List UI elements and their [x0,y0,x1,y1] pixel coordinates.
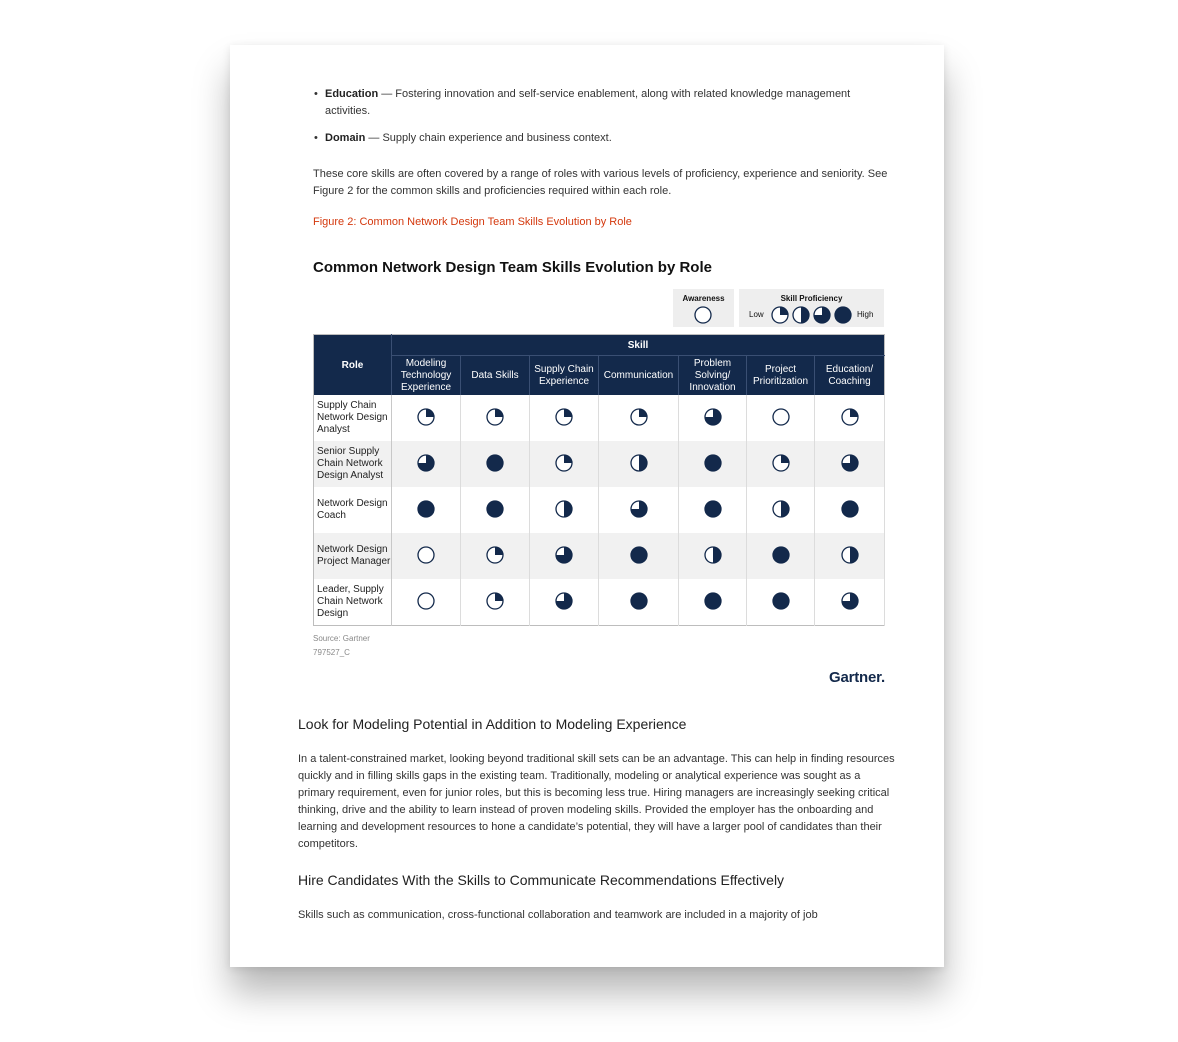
role-name: Supply Chain Network Design Analyst [314,395,392,441]
proficiency-cell [392,487,461,533]
proficiency-full-icon [772,592,790,610]
proficiency-three-quarter-icon [813,306,831,324]
skill-column-header: Communication [599,356,679,396]
proficiency-half-icon [792,306,810,324]
proficiency-cell [679,579,747,626]
proficiency-quarter-icon [772,454,790,472]
source-label: Source: Gartner [313,634,370,643]
proficiency-quarter-icon [486,408,504,426]
proficiency-cell [599,533,679,579]
proficiency-cell [461,395,530,441]
skill-column-header: Data Skills [461,356,530,396]
figure-caption: Figure 2: Common Network Design Team Skills Evolution by Role [313,216,632,228]
proficiency-cell [392,579,461,626]
skill-column-header: Project Prioritization [747,356,815,396]
proficiency-full-icon [704,454,722,472]
proficiency-cell [679,487,747,533]
proficiency-quarter-icon [555,408,573,426]
proficiency-cell [530,395,599,441]
table-row [314,395,885,441]
proficiency-cell [461,441,530,487]
intro-paragraph: These core skills are often covered by a range of roles with various levels of proficiency, experience and seniority. See Figure 2 for the common skills and proficiencies required within each role. [313,168,888,197]
role-name: Senior Supply Chain Network Design Analyst [314,441,392,487]
proficiency-cell [461,579,530,626]
proficiency-half-icon [772,500,790,518]
skill-group-header: Skill [392,335,885,356]
figure-source [313,632,370,660]
proficiency-cell [599,441,679,487]
proficiency-cell [530,579,599,626]
legend-high-label: High [857,310,874,319]
proficiency-full-icon [772,546,790,564]
proficiency-full-icon [486,454,504,472]
proficiency-full-icon [630,546,648,564]
bullet-dot-icon: • [314,132,318,144]
proficiency-full-icon [704,500,722,518]
proficiency-cell [530,487,599,533]
proficiency-three-quarter-icon [555,546,573,564]
table-row [314,487,885,533]
table-row [314,533,885,579]
awareness-circle-icon [694,306,712,324]
proficiency-quarter-icon [417,408,435,426]
skill-column-header: Modeling Technology Experience [392,356,461,396]
proficiency-three-quarter-icon [630,500,648,518]
proficiency-full-icon [486,500,504,518]
bullet-text: Supply chain experience and business context. [382,132,612,144]
section-body: In a talent-constrained market, looking beyond traditional skill sets can be an advantage. This can help in finding resources quickly and in filling skills gaps in the existing team. Traditionally, modeling or analytical experience was sought as a primary requirement, even for junior roles, but this is becoming less true. Hiring managers are increasingly seeking critical thinking, drive and the ability to learn instead of proven modeling skills. Provided the employer has the onboarding and learning and development resources to hone a candidate’s potential, they will have a larger pool of candidates than their competitors. [298,753,895,850]
chart-title: Common Network Design Team Skills Evolution by Role [313,259,712,276]
role-name: Network Design Coach [314,487,392,533]
proficiency-cell [747,487,815,533]
proficiency-cell [392,533,461,579]
proficiency-cell [461,487,530,533]
proficiency-cell [747,579,815,626]
skill-column-header: Education/ Coaching [815,356,885,396]
proficiency-quarter-icon [486,546,504,564]
proficiency-quarter-icon [630,408,648,426]
proficiency-three-quarter-icon [555,592,573,610]
proficiency-cell [815,395,885,441]
skill-header-row [314,356,885,396]
proficiency-cell [747,533,815,579]
proficiency-awareness-icon [772,408,790,426]
proficiency-awareness-icon [417,592,435,610]
legend-awareness [673,289,734,327]
proficiency-quarter-icon [486,592,504,610]
proficiency-full-icon [630,592,648,610]
legend-low-label: Low [749,310,764,319]
proficiency-three-quarter-icon [841,592,859,610]
proficiency-cell [392,441,461,487]
role-name: Network Design Project Manager [314,533,392,579]
proficiency-cell [461,533,530,579]
figure-id: 797527_C [313,648,350,657]
skills-table [313,334,885,626]
proficiency-three-quarter-icon [704,408,722,426]
proficiency-quarter-icon [555,454,573,472]
bullet-list [314,86,874,157]
role-column-header: Role [314,335,392,396]
proficiency-awareness-icon [417,546,435,564]
proficiency-cell [530,533,599,579]
skill-column-header: Problem Solving/ Innovation [679,356,747,396]
proficiency-half-icon [630,454,648,472]
proficiency-cell [392,395,461,441]
legend-awareness-label: Awareness [682,294,725,303]
table-row [314,441,885,487]
proficiency-cell [747,441,815,487]
proficiency-quarter-icon [841,408,859,426]
document-page [230,45,944,967]
proficiency-cell [815,441,885,487]
proficiency-cell [815,487,885,533]
bullet-term: Domain [325,132,366,144]
bullet-dot-icon: • [314,88,318,100]
proficiency-cell [599,579,679,626]
proficiency-full-icon [841,500,859,518]
proficiency-cell [599,487,679,533]
bullet-item: • Domain — Supply chain experience and business context. [314,130,874,147]
table-row [314,579,885,626]
proficiency-half-icon [841,546,859,564]
proficiency-cell [679,441,747,487]
proficiency-three-quarter-icon [841,454,859,472]
legend-proficiency-label: Skill Proficiency [780,294,843,303]
proficiency-cell [599,395,679,441]
section-body: Skills such as communication, cross-functional collaboration and teamwork are included in a majority of job [298,909,818,921]
proficiency-cell [815,533,885,579]
proficiency-full-icon [834,306,852,324]
bullet-item: • Education — Fostering innovation and self-service enablement, along with related knowledge management activities. [314,88,851,117]
proficiency-cell [679,395,747,441]
gartner-logo: Gartner. [829,669,885,686]
proficiency-cell [815,579,885,626]
bullet-text: Fostering innovation and self-service enablement, along with related knowledge management activities. [325,88,851,117]
proficiency-cell [679,533,747,579]
proficiency-three-quarter-icon [417,454,435,472]
proficiency-cell [530,441,599,487]
proficiency-half-icon [555,500,573,518]
proficiency-full-icon [417,500,435,518]
bullet-term: Education [325,88,379,100]
proficiency-half-icon [704,546,722,564]
skill-column-header: Supply Chain Experience [530,356,599,396]
role-name: Leader, Supply Chain Network Design [314,579,392,626]
section-heading: Hire Candidates With the Skills to Communicate Recommendations Effectively [298,872,785,888]
skills-table-body [314,395,885,626]
section-heading: Look for Modeling Potential in Addition to Modeling Experience [298,716,687,732]
proficiency-quarter-icon [771,306,789,324]
proficiency-cell [747,395,815,441]
legend-proficiency [739,289,884,327]
proficiency-full-icon [704,592,722,610]
